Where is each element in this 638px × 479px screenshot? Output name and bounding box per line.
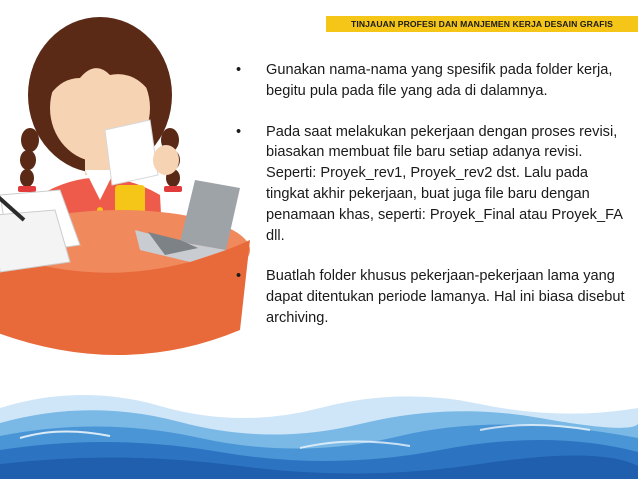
bullet-icon: •	[236, 62, 242, 78]
bullet-item	[236, 266, 626, 328]
bullet-icon: •	[236, 123, 242, 140]
header-bar	[326, 16, 638, 32]
bullet-text: Pada saat melakukan pekerjaan dengan proses revisi, biasakan membuat file baru setiap adanya revisi. Seperti: Proyek_rev1, Proyek_rev2 dst. Lalu pada tingkat akhir pekerjaan, buat juga file baru dengan penamaan khas, seperti: Proyek_Final atau Proyek_FA dll.	[266, 123, 623, 244]
bullet-text: Buatlah folder khusus pekerjaan-pekerjaan lama yang dapat ditentukan periode lamanya. Hal ini biasa disebut archiving.	[266, 268, 625, 326]
ocean-waves-decoration	[0, 378, 638, 479]
bullet-icon: •	[236, 268, 242, 285]
braid-left	[18, 128, 39, 192]
bullet-item	[236, 122, 626, 247]
bullet-text: Gunakan nama-nama yang spesifik pada folder kerja, begitu pula pada file yang ada di dalamnya.	[266, 62, 613, 99]
bullet-item	[236, 60, 626, 102]
girl-at-desk-illustration	[0, 0, 260, 400]
header-title: TINJAUAN PROFESI DAN MANJEMEN KERJA DESAIN GRAFIS	[351, 19, 613, 29]
bullet-list	[236, 60, 626, 349]
